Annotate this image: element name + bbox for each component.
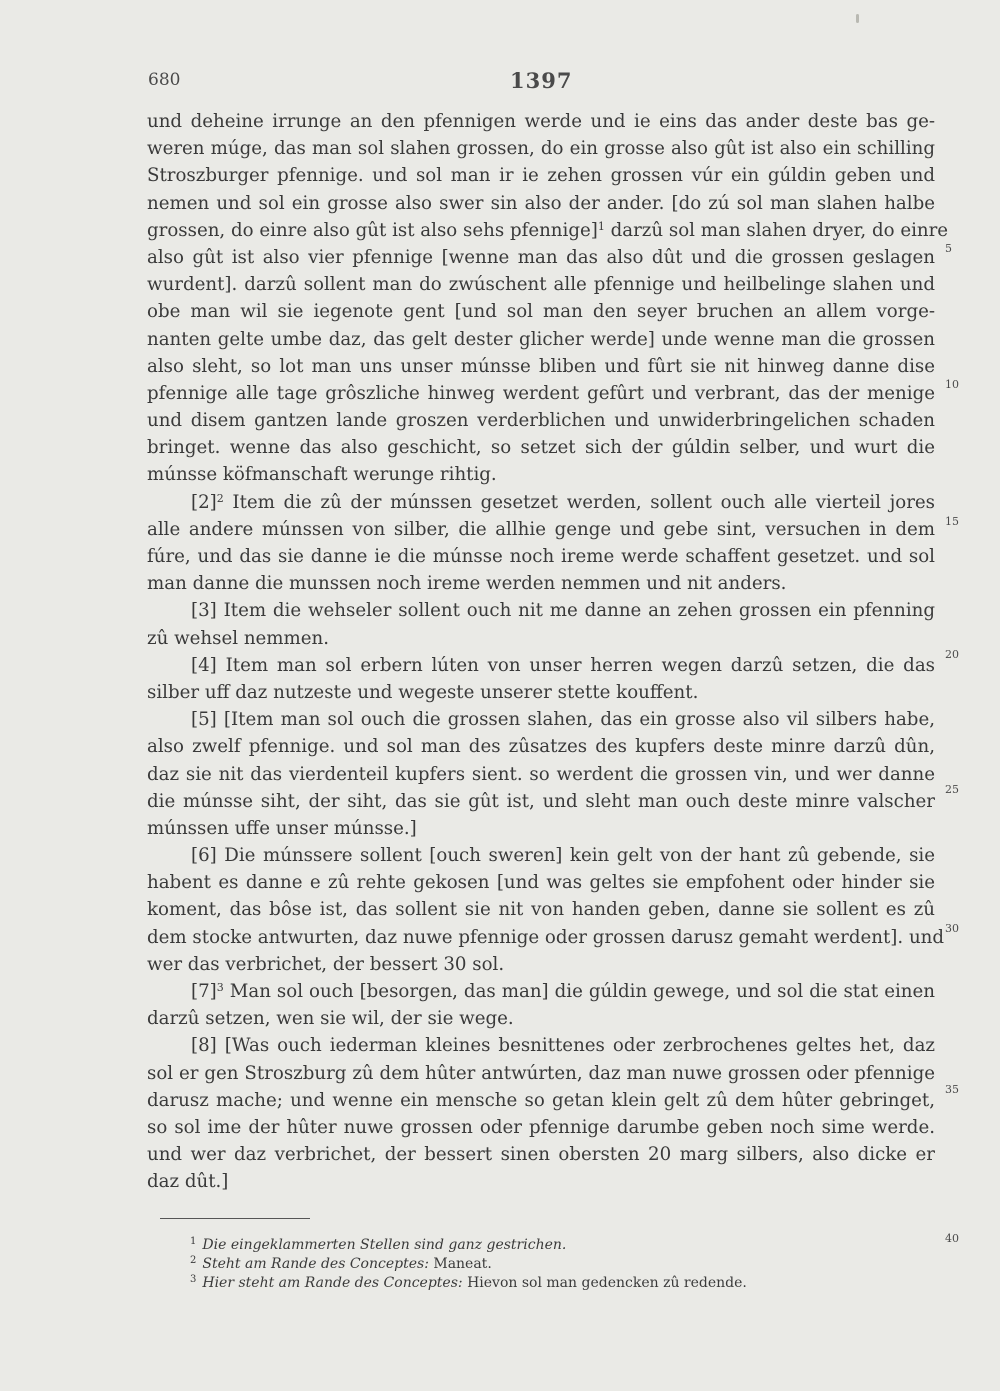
text-line-content: múnsse köfmanschaft werunge rihtig.: [147, 464, 497, 486]
text-line: [147, 679, 935, 706]
text-line: [147, 733, 935, 760]
text-line-content: also sleht, so lot man uns unser múnsse bliben und fûrt sie nit hinweg danne dise: [147, 355, 935, 377]
footnote-reference: 2: [216, 491, 224, 505]
footnote-italic-text: Hier steht am Rande des Conceptes:: [202, 1275, 463, 1291]
text-line-content: wer das verbrichet, der bessert 30 sol.: [147, 953, 505, 975]
text-line: [147, 434, 935, 461]
text-line-content: [7]: [191, 981, 217, 1002]
text-line-content: múnssen uffe unser múnsse.]: [147, 817, 417, 839]
footnote-mark: 2: [190, 1255, 197, 1266]
page-number: 680: [148, 70, 181, 90]
text-line: [147, 108, 935, 135]
footnote-plain-text: Hievon sol man gedencken zû redende.: [462, 1275, 747, 1291]
text-line-content: darzû setzen, wen sie wil, der sie wege.: [147, 1008, 514, 1030]
text-line-content: nemen und sol ein grosse also swer sin also der ander. [do zú sol man slahen halbe: [147, 192, 935, 214]
line-number: 20: [945, 648, 959, 661]
line-number: 15: [945, 515, 959, 528]
main-text: [147, 108, 949, 1196]
running-head: [148, 70, 938, 98]
footnote-plain-text: Maneat.: [428, 1256, 492, 1272]
text-line: [147, 896, 935, 923]
line-number: 10: [945, 378, 959, 391]
text-line-content: die múnsse siht, der siht, das sie gût ist, und sleht man ouch deste minre valscher: [147, 790, 935, 812]
text-line: [147, 489, 935, 516]
text-line-continuation: Man sol ouch [besorgen, das man] die gúldin gewege, und sol die stat einen: [223, 981, 935, 1002]
text-line-content: nanten gelte umbe daz, das gelt dester glicher werde] unde wenne man die grossen: [147, 328, 935, 350]
text-line-content: also gût ist also vier pfennige [wenne man das also dût und die grossen geslagen: [147, 246, 935, 268]
text-line: [147, 1060, 935, 1087]
line-number: 30: [945, 922, 959, 935]
running-head-year: 1397: [510, 68, 573, 93]
text-line-content: [2]: [191, 491, 217, 513]
text-line: [147, 924, 945, 951]
text-line: [147, 570, 935, 597]
text-line: [147, 326, 935, 353]
text-line: [147, 625, 935, 652]
footnote-reference: 1: [597, 219, 605, 233]
text-line: [147, 788, 935, 815]
footnote-mark: 3: [190, 1274, 197, 1285]
text-line-content: weren múge, das man sol slahen grossen, do ein grosse also gût ist also ein schilling: [147, 138, 935, 160]
text-line-content: so sol ime der hûter nuwe grossen oder pfennige darumbe geben noch sime werde.: [147, 1116, 935, 1138]
text-line: [147, 1032, 935, 1059]
text-line: [147, 652, 935, 679]
text-line: [147, 1114, 935, 1141]
text-line: [147, 407, 935, 434]
text-line-content: zû wehsel nemmen.: [147, 627, 330, 649]
footnotes: [190, 1232, 890, 1289]
text-line: [147, 135, 935, 162]
text-line: [147, 597, 935, 624]
text-line-content: daz sie nit das vierdenteil kupfers sient. so werdent die grossen vin, und wer danne: [147, 763, 935, 785]
text-line-content: habent es danne e zû rehte gekosen [und was geltes sie empfohent oder hinder sie: [147, 872, 935, 894]
text-line-content: [6] Die múnssere sollent [ouch sweren] kein gelt von der hant zû gebende, sie: [191, 845, 935, 867]
text-line: [147, 978, 935, 1005]
line-number: 25: [945, 783, 959, 796]
text-line: [147, 1141, 935, 1168]
text-line-content: sol er gen Stroszburg zû dem hûter antwúrten, daz man nuwe grossen oder pfennige: [147, 1062, 935, 1084]
footnote-reference: 3: [216, 981, 224, 994]
text-line-content: [4] Item man sol erbern lúten von unser herren wegen darzû setzen, die das: [191, 654, 935, 676]
text-line: [147, 815, 935, 842]
footnote-italic-text: Die eingeklammerten Stellen sind ganz gestrichen.: [202, 1237, 567, 1253]
text-line-content: pfennige alle tage grôszliche hinweg werdent gefûrt und verbrant, das der menige: [147, 382, 935, 404]
text-line: [147, 353, 935, 380]
footnote: [190, 1270, 890, 1289]
text-line: [147, 298, 935, 325]
text-line: [147, 869, 935, 896]
text-line-content: [8] [Was ouch iederman kleines besnittenes oder zerbrochenes geltes het, daz: [191, 1035, 935, 1057]
text-line-content: dem stocke antwurten, daz nuwe pfennige oder grossen darusz gemaht werdent]. und: [147, 926, 945, 948]
text-line: [147, 1087, 935, 1114]
text-line-content: [5] [Item man sol ouch die grossen slahen, das ein grosse also vil silbers habe,: [191, 709, 935, 731]
footnote-rule: [160, 1218, 310, 1219]
text-line-content: man danne die munssen noch ireme werden nemmen und nit anders.: [147, 573, 787, 595]
text-line: [147, 217, 949, 244]
text-line-content: bringet. wenne das also geschicht, so setzet sich der gúldin selber, und wurt die: [147, 437, 935, 459]
text-line: [147, 842, 935, 869]
footnote-italic-text: Steht am Rande des Conceptes:: [202, 1256, 429, 1272]
text-line-content: obe man wil sie iegenote gent [und sol man den seyer bruchen an allem vorge-: [147, 301, 935, 323]
text-line-content: also zwelf pfennige. und sol man des zûsatzes des kupfers deste minre darzû dûn,: [147, 736, 935, 758]
text-line: [147, 1005, 935, 1032]
line-number: 40: [945, 1232, 959, 1245]
text-line: [147, 951, 935, 978]
text-line: [147, 706, 935, 733]
text-line: [147, 380, 935, 407]
text-line: [147, 516, 935, 543]
text-line: [147, 190, 935, 217]
text-line-continuation: darzû sol man slahen dryer, do einre: [604, 219, 949, 241]
text-line-content: und disem gantzen lande groszen verderblichen und unwiderbringelichen schaden: [147, 410, 935, 432]
footnote-mark: 1: [190, 1236, 197, 1247]
text-line-content: und wer daz verbrichet, der bessert sinen obersten 20 marg silbers, also dicke er: [147, 1144, 935, 1166]
text-line: [147, 461, 935, 488]
text-line: [147, 1168, 935, 1195]
text-line-content: fúre, und das sie danne ie die múnsse noch ireme werde schaffent gesetzet. und sol: [147, 546, 935, 567]
text-line-content: Stroszburger pfennige. und sol man ir ie zehen grossen vúr ein gúldin geben und: [147, 165, 935, 187]
text-line-content: und deheine irrunge an den pfennigen werde und ie eins das ander deste bas ge-: [147, 111, 935, 132]
footnote: [190, 1232, 890, 1251]
line-number: 35: [945, 1083, 959, 1096]
paper-speck: [856, 14, 859, 23]
text-line-content: alle andere múnssen von silber, die allhie genge und gebe sint, versuchen in dem: [147, 518, 935, 540]
text-line: [147, 244, 935, 271]
footnote: [190, 1251, 890, 1270]
text-line-content: wurdent]. darzû sollent man do zwúschent alle pfennige und heilbelinge slahen und: [147, 274, 935, 296]
text-line: [147, 761, 935, 788]
text-line-content: darusz mache; und wenne ein mensche so getan klein gelt zû dem hûter gebringet,: [147, 1089, 935, 1111]
line-number: 5: [945, 242, 952, 255]
text-line: [147, 271, 935, 298]
text-line-continuation: Item die zû der múnssen gesetzet werden, sollent ouch alle vierteil jores: [223, 491, 935, 513]
text-line: [147, 162, 935, 189]
text-line-content: daz dût.]: [147, 1171, 229, 1193]
text-line-content: silber uff daz nutzeste und wegeste unserer stette kouffent.: [147, 681, 699, 703]
text-line: [147, 543, 935, 570]
text-line-content: [3] Item die wehseler sollent ouch nit me danne an zehen grossen ein pfenning: [191, 600, 935, 622]
text-line-content: koment, das bôse ist, das sollent sie nit von handen geben, danne sie sollent es zû: [147, 899, 935, 921]
text-line-content: grossen, do einre also gût ist also sehs pfennige]: [147, 219, 598, 241]
